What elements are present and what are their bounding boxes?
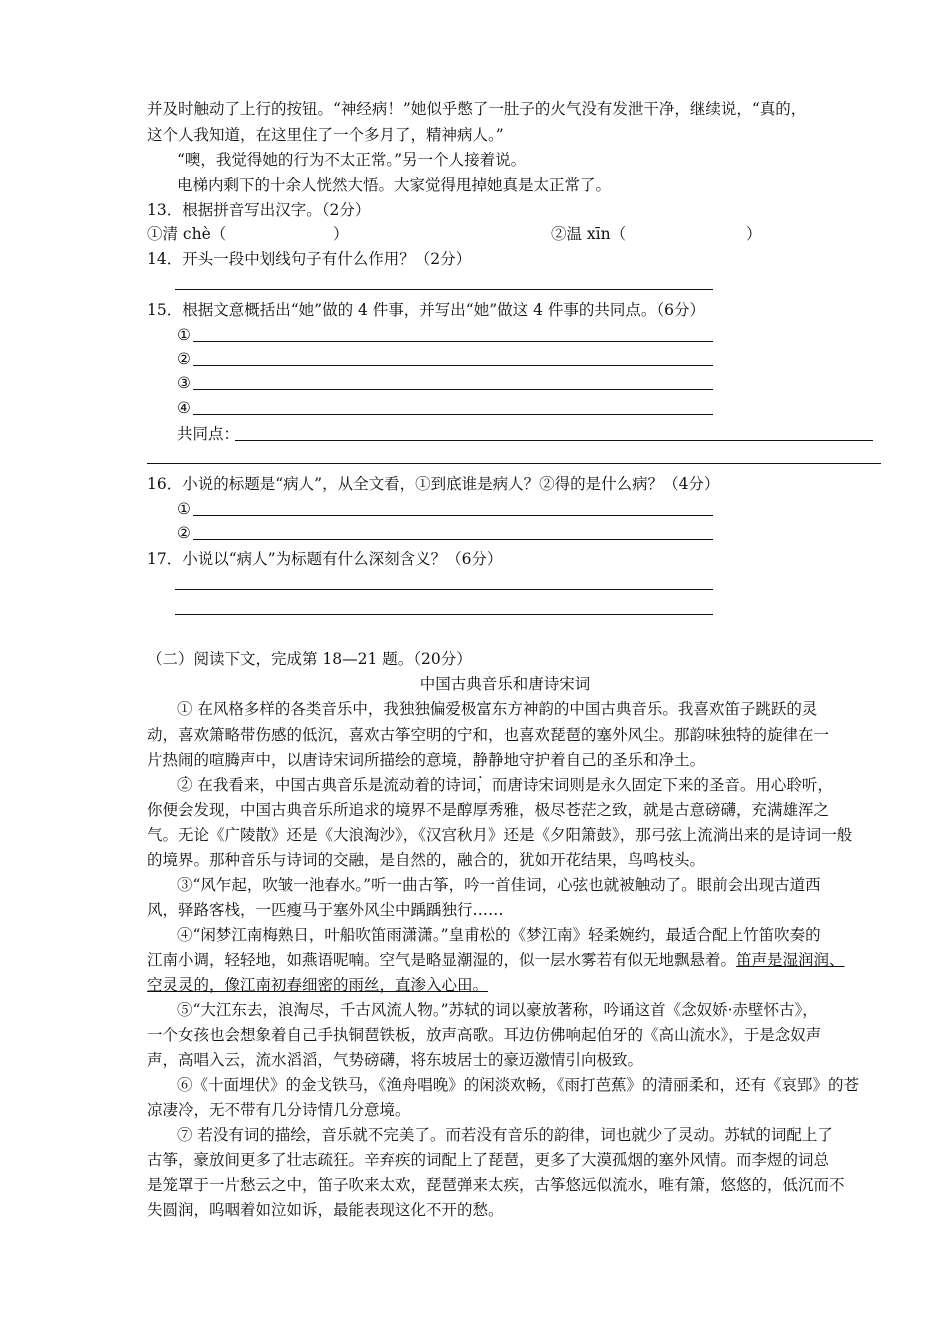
answer-line[interactable] [235,440,873,441]
emphasis-char: 闹 [178,751,194,769]
paragraph-line: 古筝，豪放间更多了壮志疏狂。辛弃疾的词配上了琵琶，更多了大漠孤烟的塞外风情。而李煜的词总 [147,1151,830,1169]
answer-line[interactable] [193,365,713,366]
story-line: 这个人我知道，在这里住了一个多月了，精神病人。” [147,126,504,144]
question-15-prompt: 15．根据文意概括出“她”做的 4 件事，并写出“她”做这 4 件事的共同点。（6分） [147,301,705,319]
paragraph-line: ① 在风格多样的各类音乐中，我独独偏爱极富东方神韵的中国古典音乐。我喜欢笛子跳跃的灵 [177,700,818,718]
paragraph-line: 风，驿路客栈，一匹瘦马于塞外风尘中踽踽独行…… [147,901,504,919]
paragraph-line: 一个女孩也会想象着自己手执铜琶铁板，放声高歌。耳边仿佛响起伯牙的《高山流水》，于是念奴声 [147,1026,822,1044]
question-15-item-label: ③ [177,374,191,392]
answer-line[interactable] [193,414,713,415]
paragraph-line: ④“闲梦江南梅熟日，叶船吹笛雨潇潇。”皇甫松的《梦江南》轻柔婉约，最适合配上竹笛吹奏的 [177,926,821,944]
paragraph-line: 江南小调，轻轻地，如燕语呢喃。空气是略显潮湿的，似一层水雾若有似无地飘悬着。笛声是湿润润、 [147,951,845,969]
question-15-common-label: 共同点： [177,425,240,443]
paragraph-line: 动，喜欢箫略带伤感的低沉，喜欢古筝空明的宁和，也喜欢琵琶的塞外风尘。那韵味独特的旋律在一 [147,726,830,744]
question-15-item-label: ② [177,350,191,368]
paragraph-line: 是笼罩于一片愁云之中，笛子吹来太欢，琵琶弹来太疾，古筝悠远似流水，唯有箫，悠悠的，低沉而不 [147,1176,845,1194]
answer-line[interactable] [193,389,713,390]
answer-line[interactable] [175,614,713,615]
question-16-item-label: ② [177,524,191,542]
question-16-item-label: ① [177,500,191,518]
story-line: 电梯内剩下的十余人恍然大悟。大家觉得甩掉她真是太正常了。 [177,176,612,194]
paragraph-line [147,972,488,998]
question-16-prompt: 16．小说的标题是“病人”，从全文看，①到底谁是病人？②得的是什么病？（4分） [147,475,720,493]
article-title: 中国古典音乐和唐诗宋词 [419,675,591,693]
question-15-item-label: ④ [177,399,191,417]
question-13-prompt: 13．根据拼音写出汉字。（2分） [147,201,371,219]
underlined-sentence: 空灵灵的，像江南初春细密的雨丝，直渗入心田。 [147,976,489,994]
paragraph-line: 片热闹的喧腾声中，以唐诗宋词所描绘的意境，静静地守护着自己的圣乐和净土。 [147,751,706,769]
answer-line[interactable] [175,589,713,590]
question-15-item-label: ① [177,326,191,344]
emphasis-char: 静 [472,751,489,769]
paragraph-line: 气。无论《广陵散》还是《大浪淘沙》，《汉宫秋月》还是《夕阳箫鼓》，那弓弦上流淌出来的是诗词一般 [147,826,853,844]
paragraph-line: 失圆润，呜咽着如泣如诉，最能表现这化不开的愁。 [147,1201,504,1219]
answer-line[interactable] [175,289,713,290]
question-14-prompt: 14．开头一段中划线句子有什么作用？（2分） [147,250,472,268]
answer-line[interactable] [147,463,881,464]
section-heading: （二）阅读下文，完成第 18—21 题。（20分） [147,650,472,668]
question-17-prompt: 17．小说以“病人”为标题有什么深刻含义？（6分） [147,550,503,568]
paragraph-line: ⑥《十面埋伏》的金戈铁马，《渔舟唱晚》的闲淡欢畅，《雨打芭蕉》的清丽柔和，还有《哀郢》的苍 [177,1076,860,1094]
story-line: 并及时触动了上行的按钮。“神经病！”她似乎憋了一肚子的火气没有发泄干净，继续说，“真的， [147,100,807,118]
paragraph-line: ⑤“大江东去，浪淘尽，千古风流人物。”苏轼的词以豪放著称，吟诵这首《念奴娇·赤壁怀古》， [177,1001,818,1019]
paragraph-line: 你便会发现，中国古典音乐所追求的境界不是醇厚秀雅，极尽苍茫之致，就是古意磅礴，充满雄浑之 [147,801,830,819]
paragraph-line: ③“风乍起，吹皱一池春水。”听一曲古筝，吟一首佳词，心弦也就被触动了。眼前会出现古道西 [177,876,821,894]
question-13-item-2-close: ） [746,225,762,243]
answer-line[interactable] [193,515,713,516]
answer-line[interactable] [193,341,713,342]
paragraph-line: 声，高唱入云，流水滔滔，气势磅礴，将东坡居士的豪迈激情引向极致。 [147,1051,644,1069]
paragraph-line: ⑦ 若没有词的描绘，音乐就不完美了。而若没有音乐的韵律，词也就少了灵动。苏轼的词配上了 [177,1126,833,1144]
story-line: “噢，我觉得她的行为不太正常。”另一个人接着说。 [177,151,527,169]
answer-line[interactable] [193,539,713,540]
question-13-item-1-close: ） [333,225,349,243]
paragraph-line: 凉凄冷，无不带有几分诗情几分意境。 [147,1101,411,1119]
paragraph-line: 的境界。那种音乐与诗词的交融，是自然的，融合的，犹如开花结果，鸟鸣枝头。 [147,851,706,869]
paragraph-line: ② 在我看来，中国古典音乐是流动着的诗词，而唐诗宋词则是永久固定下来的圣音。用心聆听， [177,776,833,794]
underlined-sentence: 笛声是湿润润、 [736,951,845,969]
question-13-item-1: ①清 chè（ [147,225,227,243]
question-13-item-2: ②温 xīn（ [551,225,627,243]
